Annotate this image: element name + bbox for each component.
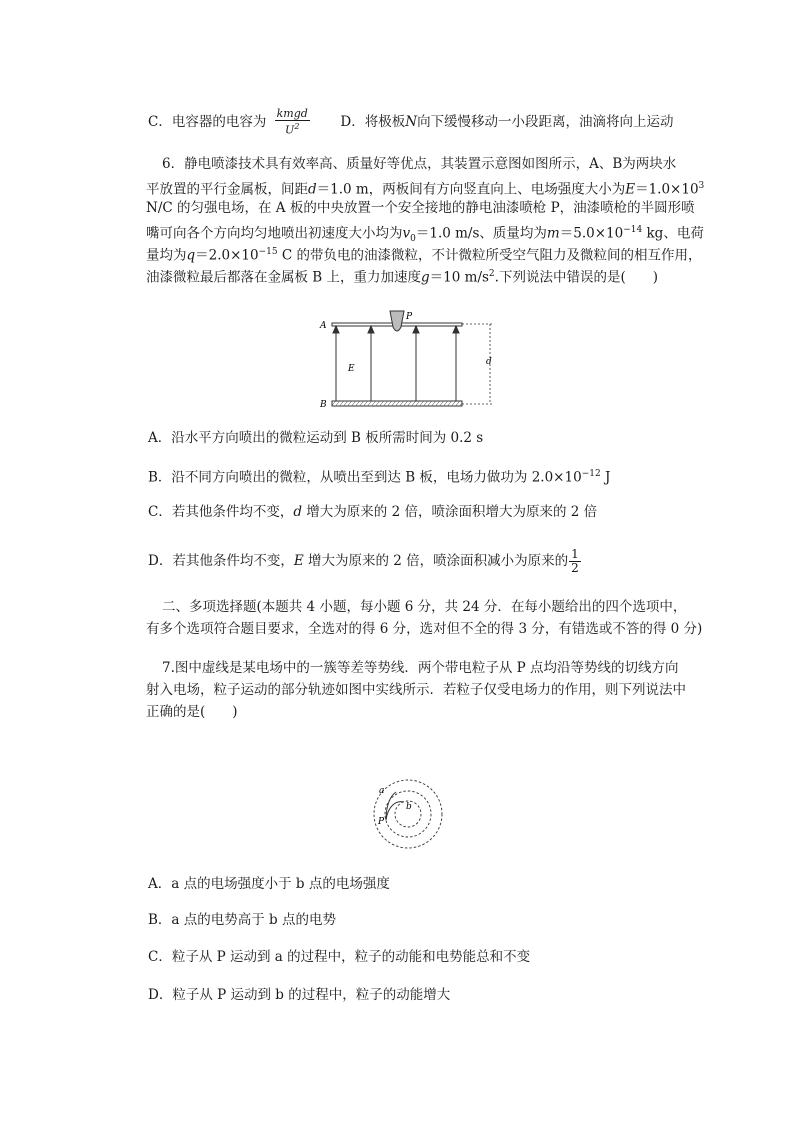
q6-l4c: ＝5.0×10 <box>559 225 624 242</box>
q6-stem-line6 <box>146 265 686 287</box>
q6-opt-d-fraction <box>569 548 581 575</box>
q6-l5-sup: −15 <box>258 247 278 257</box>
q6-stem-line3: N/C 的匀强电场，在 A 板的中央放置一个安全接地的静电油漆喷枪 P，油漆喷枪的半圆形喷 <box>146 200 695 216</box>
q5-option-d-pre: D．将极板 <box>340 113 406 130</box>
q6-l4-sup: −14 <box>623 225 643 235</box>
q6-l2c: ＝1.0×10 <box>635 181 699 198</box>
q7-option-b: B．a 点的电势高于 b 点的电势 <box>148 912 336 928</box>
q6-l4a: 嘴可向各个方向均匀地喷出初速度大小均为 <box>146 225 403 242</box>
q6-option-b <box>148 465 688 487</box>
q6-l2-var-e: E <box>625 181 636 198</box>
q5-option-c-fraction <box>275 108 310 137</box>
q6-opt-b-sup: −12 <box>581 469 601 479</box>
q5-option-d-post: 向下缓慢移动一小段距离，油滴将向上运动 <box>417 113 674 130</box>
q5-c-frac-den: U <box>285 123 295 137</box>
section2-heading-line1: 二、多项选择题(本题共 4 小题，每小题 6 分，共 24 分．在每小题给出的四个选项中， <box>162 599 687 615</box>
q6-opt-d-b: 增大为原来的 2 倍，喷涂面积减小为原来的 <box>303 553 569 569</box>
q6-l6-var-g: g <box>421 269 430 286</box>
q6-l5-var-q: q <box>186 247 196 264</box>
q6-opt-c-a: C．若其他条件均不变， <box>148 504 294 520</box>
q6-l4-sub: 0 <box>410 234 416 245</box>
q6-l5a: 量均为 <box>146 247 187 264</box>
q6-opt-d-a: D．若其他条件均不变， <box>148 553 294 569</box>
label-b-point: b <box>406 802 412 812</box>
q5-c-frac-num: kmgd <box>276 107 308 120</box>
q7-stem-line3: 正确的是( ) <box>146 704 238 720</box>
q6-l6b: ＝10 m/s <box>429 269 489 286</box>
q6-opt-d-frac-num: 1 <box>571 547 579 561</box>
q7-option-d: D．粒子从 P 运动到 b 的过程中，粒子的动能增大 <box>148 987 451 1003</box>
q7-equipotential-diagram <box>370 776 446 852</box>
q6-opt-c-b: 增大为原来的 2 倍，喷涂面积增大为原来的 2 倍 <box>302 504 598 520</box>
q6-plates-diagram <box>300 305 510 413</box>
q6-stem-line2 <box>146 177 705 199</box>
q6-l2-sup: 3 <box>698 181 705 191</box>
label-a-point: a <box>379 786 385 796</box>
q6-l4-var-m: m <box>546 225 560 242</box>
q7-stem-line1: 7.图中虚线是某电场中的一簇等差等势线．两个带电粒子从 P 点均沿等势线的切线方向 <box>162 660 679 676</box>
q6-l4-var-v: v <box>402 225 411 242</box>
q6-l6c: .下列说法中错误的是( ) <box>494 269 658 286</box>
q6-l5b: ＝2.0×10 <box>195 247 259 264</box>
trajectory-a <box>386 792 396 820</box>
q6-option-a: A．沿水平方向喷出的微粒运动到 B 板所需时间为 0.2 s <box>148 430 484 446</box>
q6-option-c <box>148 503 688 521</box>
label-d: d <box>486 357 492 367</box>
q6-l2-var-d: d <box>308 181 317 198</box>
q6-opt-d-frac-den: 2 <box>571 561 579 575</box>
q7-stem-line2: 射入电场，粒子运动的部分轨迹如图中实线所示．若粒子仅受电场力的作用，则下列说法中 <box>146 682 686 698</box>
q6-option-d <box>148 548 688 575</box>
plate-b <box>332 401 462 406</box>
q6-l4b: ＝1.0 m/s、质量均为 <box>415 225 547 242</box>
q5-c-frac-den-sup: 2 <box>294 122 300 131</box>
label-b: B <box>320 400 327 410</box>
q7-option-c: C．粒子从 P 运动到 a 的过程中，粒子的动能和电势能总和不变 <box>148 949 531 965</box>
q6-l4d: kg、电荷 <box>642 225 704 242</box>
q6-stem-line1: 6．静电喷漆技术具有效率高、质量好等优点，其装置示意图如图所示，A、B为两块水 <box>162 156 677 172</box>
section2-heading-line2: 有多个选项符合题目要求，全选对的得 6 分，选对但不全的得 3 分，有错选或不答的得 0 分) <box>146 621 703 637</box>
q6-opt-d-var: E <box>293 553 304 569</box>
q6-stem-line5 <box>146 243 702 265</box>
q6-l6-sup: 2 <box>488 269 495 279</box>
q5-option-c-d <box>148 108 688 137</box>
q6-l6a: 油漆微粒最后都落在金属板 B 上，重力加速度 <box>146 269 422 286</box>
q6-opt-c-var: d <box>293 504 302 520</box>
q6-l5c: C 的带负电的油漆微粒，不计微粒所受空气阻力及微粒间的相互作用， <box>277 247 702 264</box>
q7-option-a: A．a 点的电场强度小于 b 点的电场强度 <box>148 876 390 892</box>
label-p: P <box>406 312 413 322</box>
q5-option-c-prefix: C．电容器的电容为 <box>148 113 267 130</box>
q6-opt-b-b: J <box>600 469 611 486</box>
spray-gun-p <box>390 311 404 331</box>
label-p-point: P <box>378 817 385 827</box>
q6-opt-b-a: B．沿不同方向喷出的微粒，从喷出至到达 B 板，电场力做功为 2.0×10 <box>148 469 582 486</box>
q6-l2b: ＝1.0 m，两板间有方向竖直向上、电场强度大小为 <box>316 181 626 198</box>
q6-l2a: 平放置的平行金属板，间距 <box>146 181 308 198</box>
label-e: E <box>348 364 355 374</box>
q5-option-d-var: N <box>405 113 418 130</box>
label-a: A <box>320 321 327 331</box>
